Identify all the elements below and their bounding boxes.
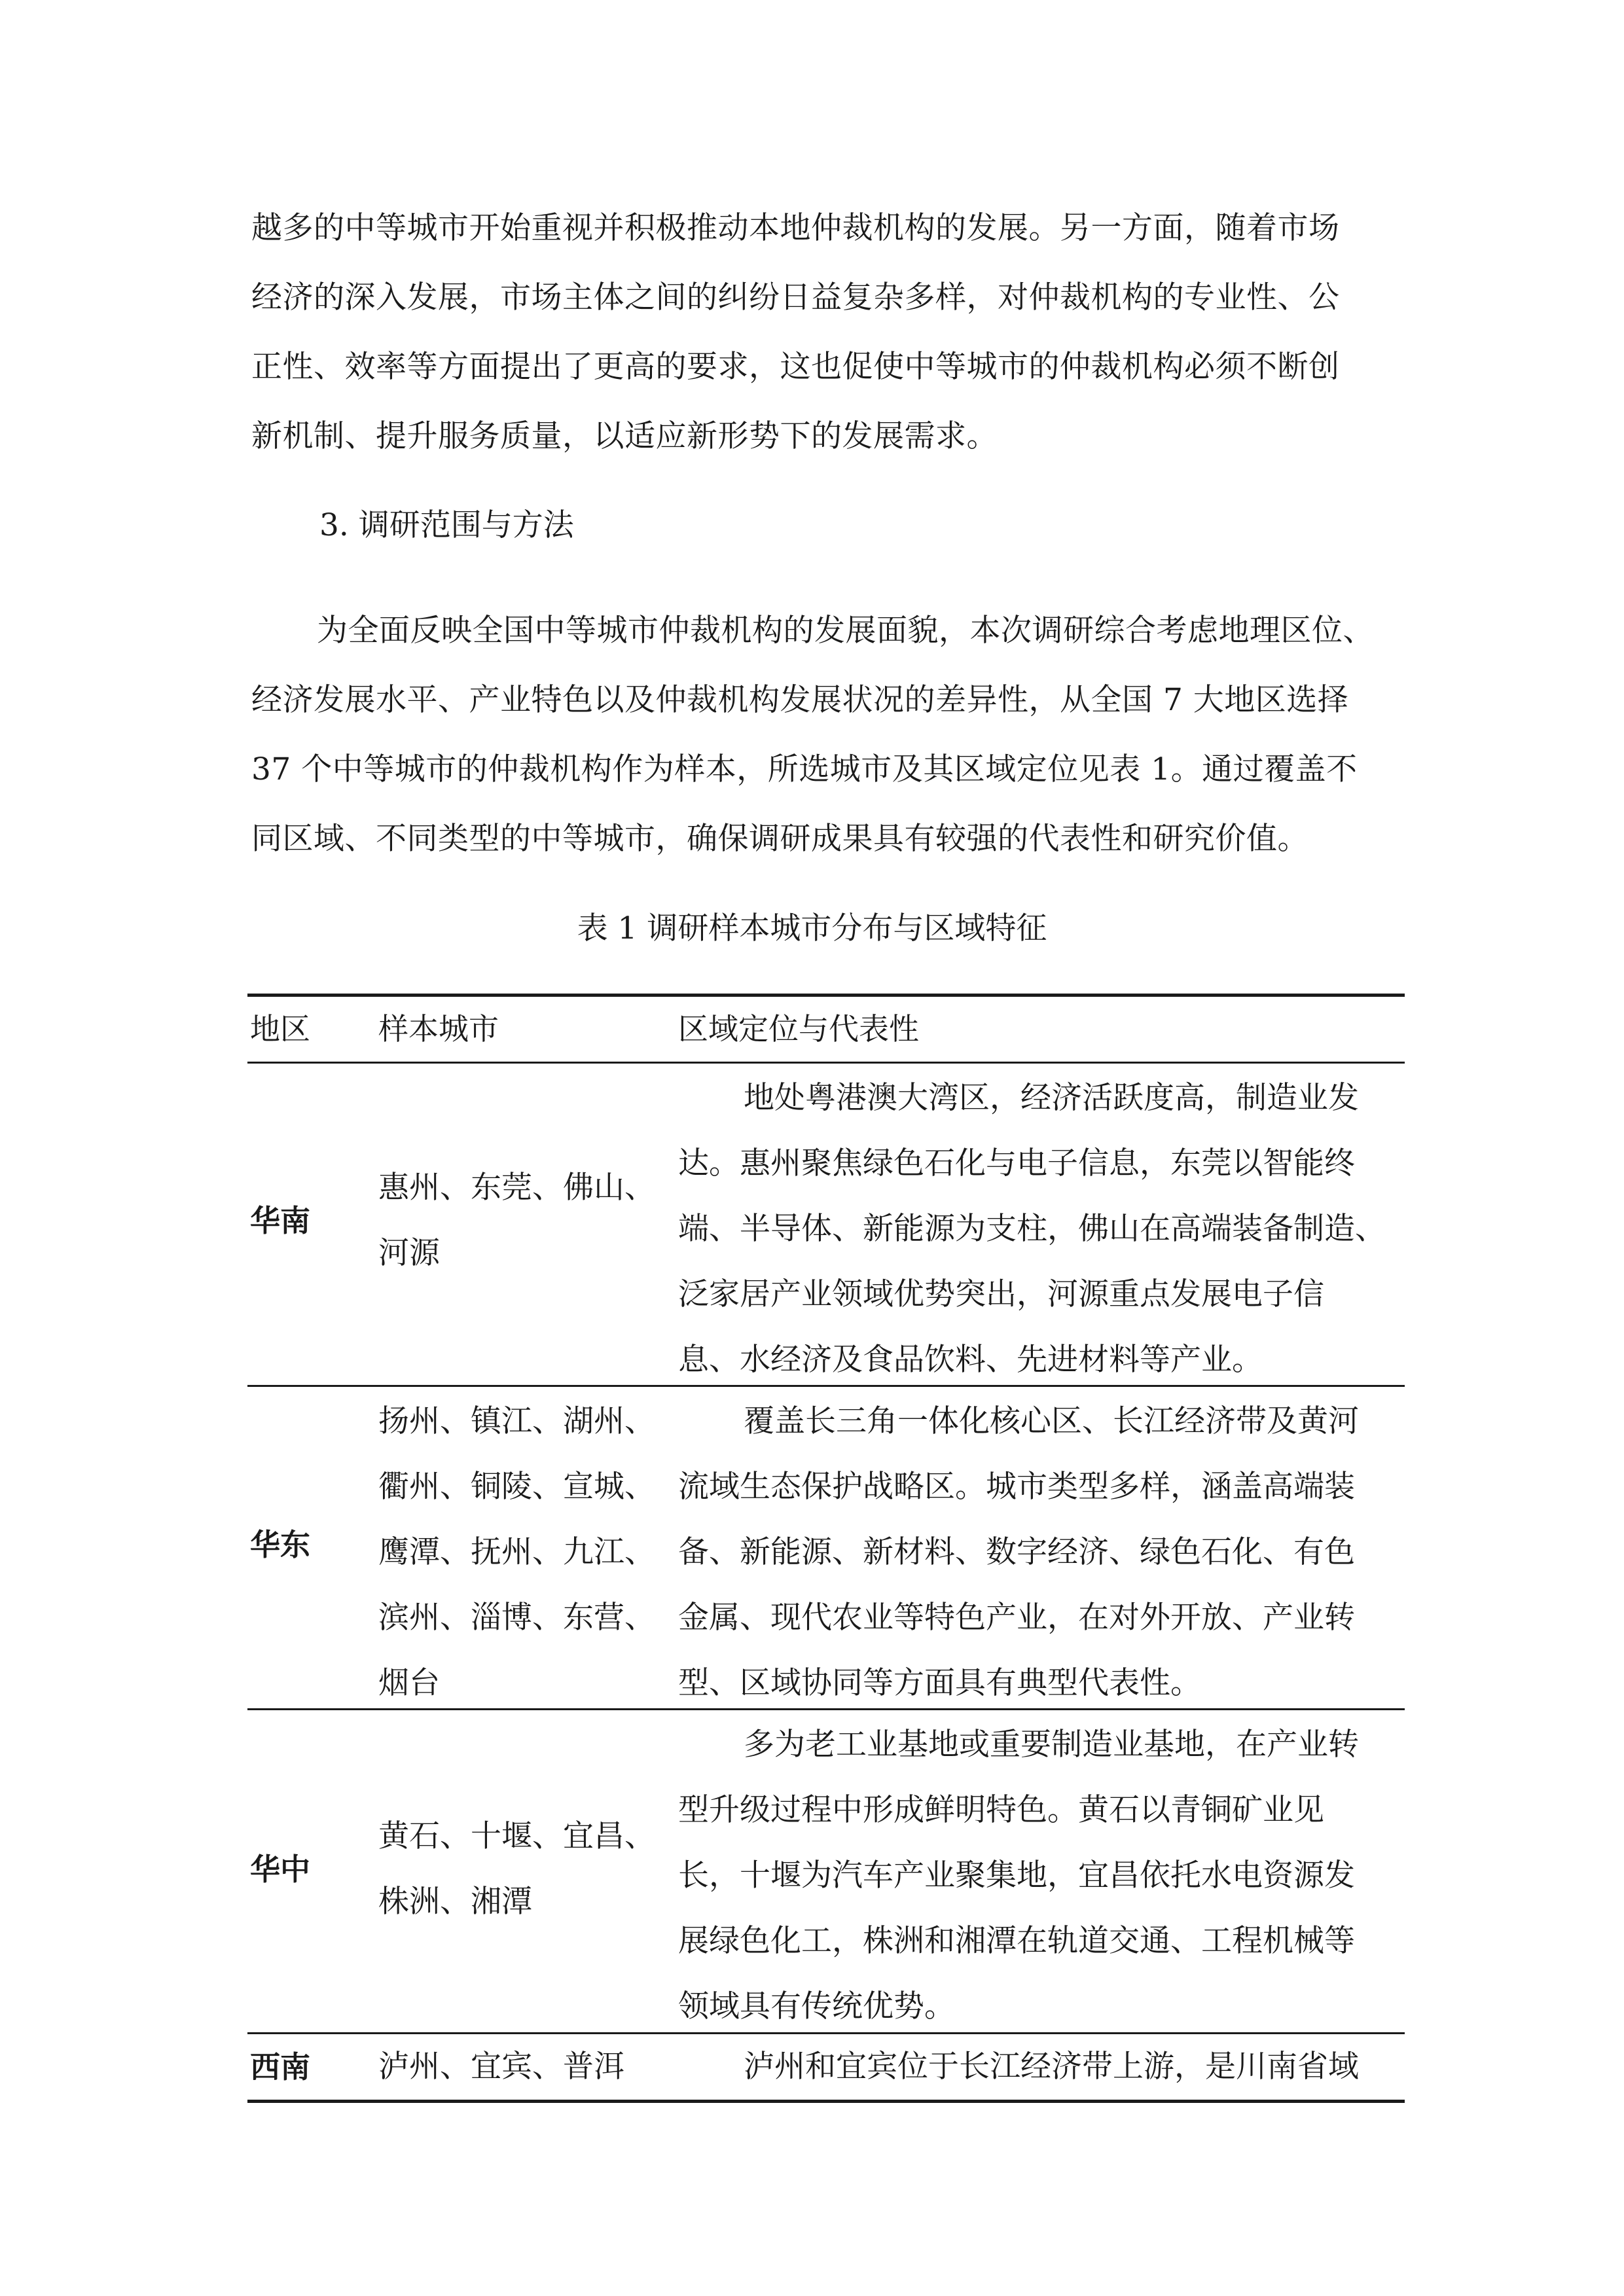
cities-line: 扬州、镇江、湖州、: [378, 1403, 655, 1439]
description-line: 地处粤港澳大湾区，经济活跃度高，制造业发: [744, 1080, 1359, 1116]
paragraph-line: 正性、效率等方面提出了更高的要求，这也促使中等城市的仲裁机构必须不断创: [251, 349, 1340, 385]
cities-line: 泸州、宜宾、普洱: [378, 2049, 624, 2085]
description-line: 息、水经济及食品饮料、先进材料等产业。: [678, 1342, 1263, 1378]
table-header-rule: [247, 1062, 1405, 1064]
section-heading: 3. 调研范围与方法: [319, 507, 574, 543]
paragraph-line: 37 个中等城市的仲裁机构作为样本，所选城市及其区域定位见表 1。通过覆盖不: [251, 751, 1358, 787]
description-line: 端、半导体、新能源为支柱，佛山在高端装备制造、: [678, 1211, 1386, 1247]
table-header-region: 地区: [250, 1011, 310, 1047]
cities-line: 鹰潭、抚州、九江、: [378, 1534, 655, 1570]
cities-line: 黄石、十堰、宜昌、: [378, 1818, 655, 1854]
paragraph-line: 为全面反映全国中等城市仲裁机构的发展面貌，本次调研综合考虑地理区位、: [317, 613, 1374, 649]
paragraph-scope-method: [251, 596, 1403, 874]
description-line: 覆盖长三角一体化核心区、长江经济带及黄河: [744, 1403, 1359, 1439]
paragraph-line: 越多的中等城市开始重视并积极推动本地仲裁机构的发展。另一方面，随着市场: [251, 210, 1340, 246]
table-cell-region: 华中: [250, 1852, 310, 1887]
table-caption: 表 1 调研样本城市分布与区域特征: [577, 910, 1047, 946]
cities-line: 衢州、铜陵、宣城、: [378, 1469, 655, 1505]
description-line: 备、新能源、新材料、数字经济、绿色石化、有色: [678, 1534, 1355, 1570]
table-bottom-rule: [247, 2100, 1405, 2103]
cities-line: 株洲、湘潭: [378, 1884, 532, 1920]
description-line: 泸州和宜宾位于长江经济带上游，是川南省域: [744, 2049, 1359, 2085]
table-cell-description: [678, 2034, 1359, 2100]
description-line: 泛家居产业领域优势突出，河源重点发展电子信: [678, 1276, 1324, 1312]
cities-line: 河源: [378, 1235, 440, 1271]
description-line: 多为老工业基地或重要制造业基地，在产业转: [744, 1727, 1359, 1763]
description-line: 流域生态保护战略区。城市类型多样，涵盖高端装: [678, 1469, 1355, 1505]
table-cell-cities: [378, 1804, 655, 1935]
paragraph-line: 同区域、不同类型的中等城市，确保调研成果具有较强的代表性和研究价值。: [251, 821, 1308, 857]
description-line: 金属、现代农业等特色产业，在对外开放、产业转: [678, 1600, 1355, 1636]
paragraph-line: 经济的深入发展，市场主体之间的纠纷日益复杂多样，对仲裁机构的专业性、公: [251, 279, 1340, 315]
description-line: 型升级过程中形成鲜明特色。黄石以青铜矿业见: [678, 1792, 1324, 1828]
cities-line: 滨州、淄博、东营、: [378, 1600, 655, 1636]
table-cell-description: [678, 1389, 1359, 1716]
description-line: 领域具有传统优势。: [678, 1988, 955, 2024]
table-cell-region: 西南: [250, 2049, 310, 2085]
paragraph-line: 经济发展水平、产业特色以及仲裁机构发展状况的差异性，从全国 7 大地区选择: [251, 682, 1349, 718]
description-line: 展绿色化工，株洲和湘潭在轨道交通、工程机械等: [678, 1923, 1355, 1959]
table-header-cities: 样本城市: [378, 1011, 499, 1047]
cities-line: 惠州、东莞、佛山、: [378, 1170, 655, 1206]
description-line: 长，十堰为汽车产业聚集地，宜昌依托水电资源发: [678, 1857, 1355, 1893]
description-line: 型、区域协同等方面具有典型代表性。: [678, 1665, 1201, 1701]
paragraph-continuation: [251, 194, 1403, 471]
table-cell-description: [678, 1712, 1359, 2039]
table-cell-cities: [378, 1155, 655, 1286]
cities-line: 烟台: [378, 1665, 440, 1701]
table-cell-region: 华南: [250, 1203, 310, 1238]
table-cell-region: 华东: [250, 1527, 310, 1562]
table-header-description: 区域定位与代表性: [678, 1011, 919, 1047]
table-cell-cities: [378, 2034, 624, 2100]
table-cell-cities: [378, 1389, 655, 1716]
description-line: 达。惠州聚焦绿色石化与电子信息，东莞以智能终: [678, 1145, 1355, 1181]
paragraph-line: 新机制、提升服务质量，以适应新形势下的发展需求。: [251, 418, 998, 454]
table-cell-description: [678, 1066, 1386, 1393]
